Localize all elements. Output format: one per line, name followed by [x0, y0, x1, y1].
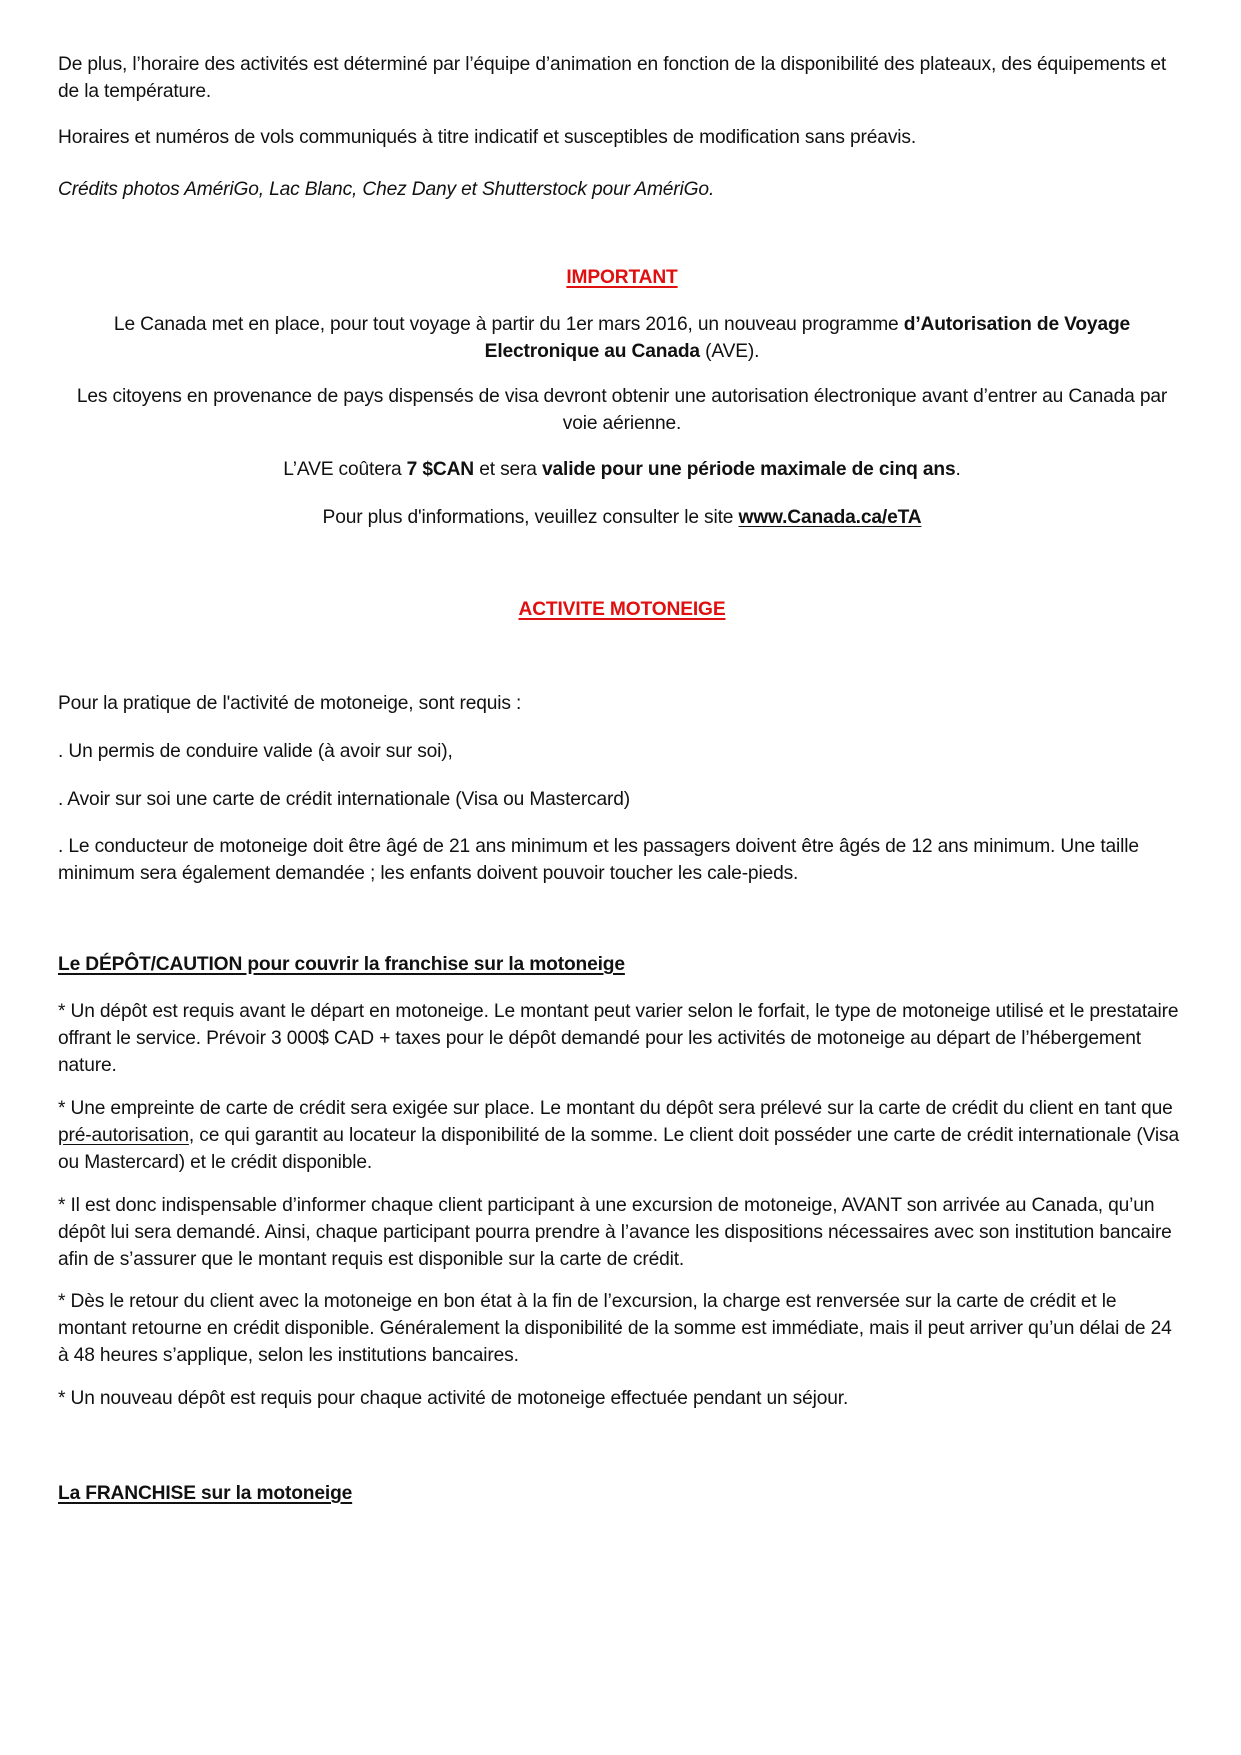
depot-amount-paragraph: * Un dépôt est requis avant le départ en motoneige. Le montant peut varier selon le forfait, le type de motoneige utilisé et le prestataire offrant le service. Prévoir 3 000$ CAD + taxes pour le dépôt demandé pour les activités de motoneige au départ de l’hébergement nature.	[58, 1001, 1179, 1076]
motoneige-heading: ACTIVITE MOTONEIGE	[518, 599, 726, 620]
requirement-credit-card: . Avoir sur soi une carte de crédit internationale (Visa ou Mastercard)	[58, 789, 631, 810]
franchise-heading: La FRANCHISE sur la motoneige	[58, 1483, 353, 1504]
depot-credit-card-paragraph	[58, 1095, 1186, 1176]
eta-program-paragraph	[58, 311, 1186, 365]
depot-inform-client-paragraph: * Il est donc indispensable d’informer chaque client participant à une excursion de motoneige, AVANT son arrivée au Canada, qu’un dépôt lui sera demandé. Ainsi, chaque participant pourra prendre à l’avance les dispositions nécessaires avec son institution bancaire afin de s’assurer que le montant requis est disponible sur la carte de crédit.	[58, 1195, 1172, 1270]
eta-program-abbrev: (AVE).	[699, 341, 760, 362]
eta-cost-text-2: et sera	[474, 459, 542, 480]
important-heading: IMPORTANT	[566, 267, 678, 288]
eta-validity: valide pour une période maximale de cinq ans	[542, 459, 956, 480]
eta-program-text: Le Canada met en place, pour tout voyage à partir du 1er mars 2016, un nouveau programme	[113, 314, 904, 335]
requirement-age-height: . Le conducteur de motoneige doit être âgé de 21 ans minimum et les passagers doivent être âgés de 12 ans minimum. Une taille minimum sera également demandée ; les enfants doivent pouvoir toucher les cale-pieds.	[58, 836, 1139, 884]
eta-program-name: d’Autorisation de Voyage Electronique au Canada	[484, 314, 1131, 362]
visa-exempt-paragraph: Les citoyens en provenance de pays dispensés de visa devront obtenir une autorisation électronique avant d’entrer au Canada par voie aérienne.	[76, 386, 1168, 434]
eta-cost-paragraph	[58, 456, 1186, 483]
intro-flights-paragraph: Horaires et numéros de vols communiqués à titre indicatif et susceptibles de modification sans préavis.	[58, 127, 916, 148]
photo-credits: Crédits photos AmériGo, Lac Blanc, Chez Dany et Shutterstock pour AmériGo.	[58, 179, 715, 200]
eta-cost-text: L’AVE coûtera	[283, 459, 407, 480]
eta-cost-period: .	[955, 459, 961, 480]
depot-credit-card-text: * Une empreinte de carte de crédit sera exigée sur place. Le montant du dépôt sera prélevé sur la carte de crédit du client en tant que	[58, 1098, 1173, 1119]
requirement-driving-license: . Un permis de conduire valide (à avoir sur soi),	[58, 741, 453, 762]
pre-authorisation-term: pré-autorisation	[58, 1125, 189, 1146]
eta-price: 7 $CAN	[406, 459, 475, 480]
motoneige-requirements-intro: Pour la pratique de l'activité de motoneige, sont requis :	[58, 693, 522, 714]
intro-schedule-paragraph: De plus, l’horaire des activités est déterminé par l’équipe d’animation en fonction de la disponibilité des plateaux, des équipements et de la température.	[58, 54, 1167, 102]
eta-info-paragraph	[58, 504, 1186, 531]
depot-new-deposit-paragraph: * Un nouveau dépôt est requis pour chaque activité de motoneige effectuée pendant un séjour.	[58, 1388, 849, 1409]
depot-heading: Le DÉPÔT/CAUTION pour couvrir la franchise sur la motoneige	[58, 954, 625, 975]
canada-eta-link[interactable]: www.Canada.ca/eTA	[738, 507, 922, 528]
depot-credit-card-text-2: , ce qui garantit au locateur la disponibilité de la somme. Le client doit posséder une carte de crédit internationale (Visa ou Mastercard) et le crédit disponible.	[58, 1125, 1179, 1173]
eta-info-text: Pour plus d'informations, veuillez consulter le site	[322, 507, 739, 528]
depot-return-paragraph: * Dès le retour du client avec la motoneige en bon état à la fin de l’excursion, la charge est renversée sur la carte de crédit et le montant retourne en crédit disponible. Généralement la disponibilité de la somme est immédiate, mais il peut arriver qu’un délai de 24 à 48 heures s’applique, selon les institutions bancaires.	[58, 1291, 1172, 1366]
